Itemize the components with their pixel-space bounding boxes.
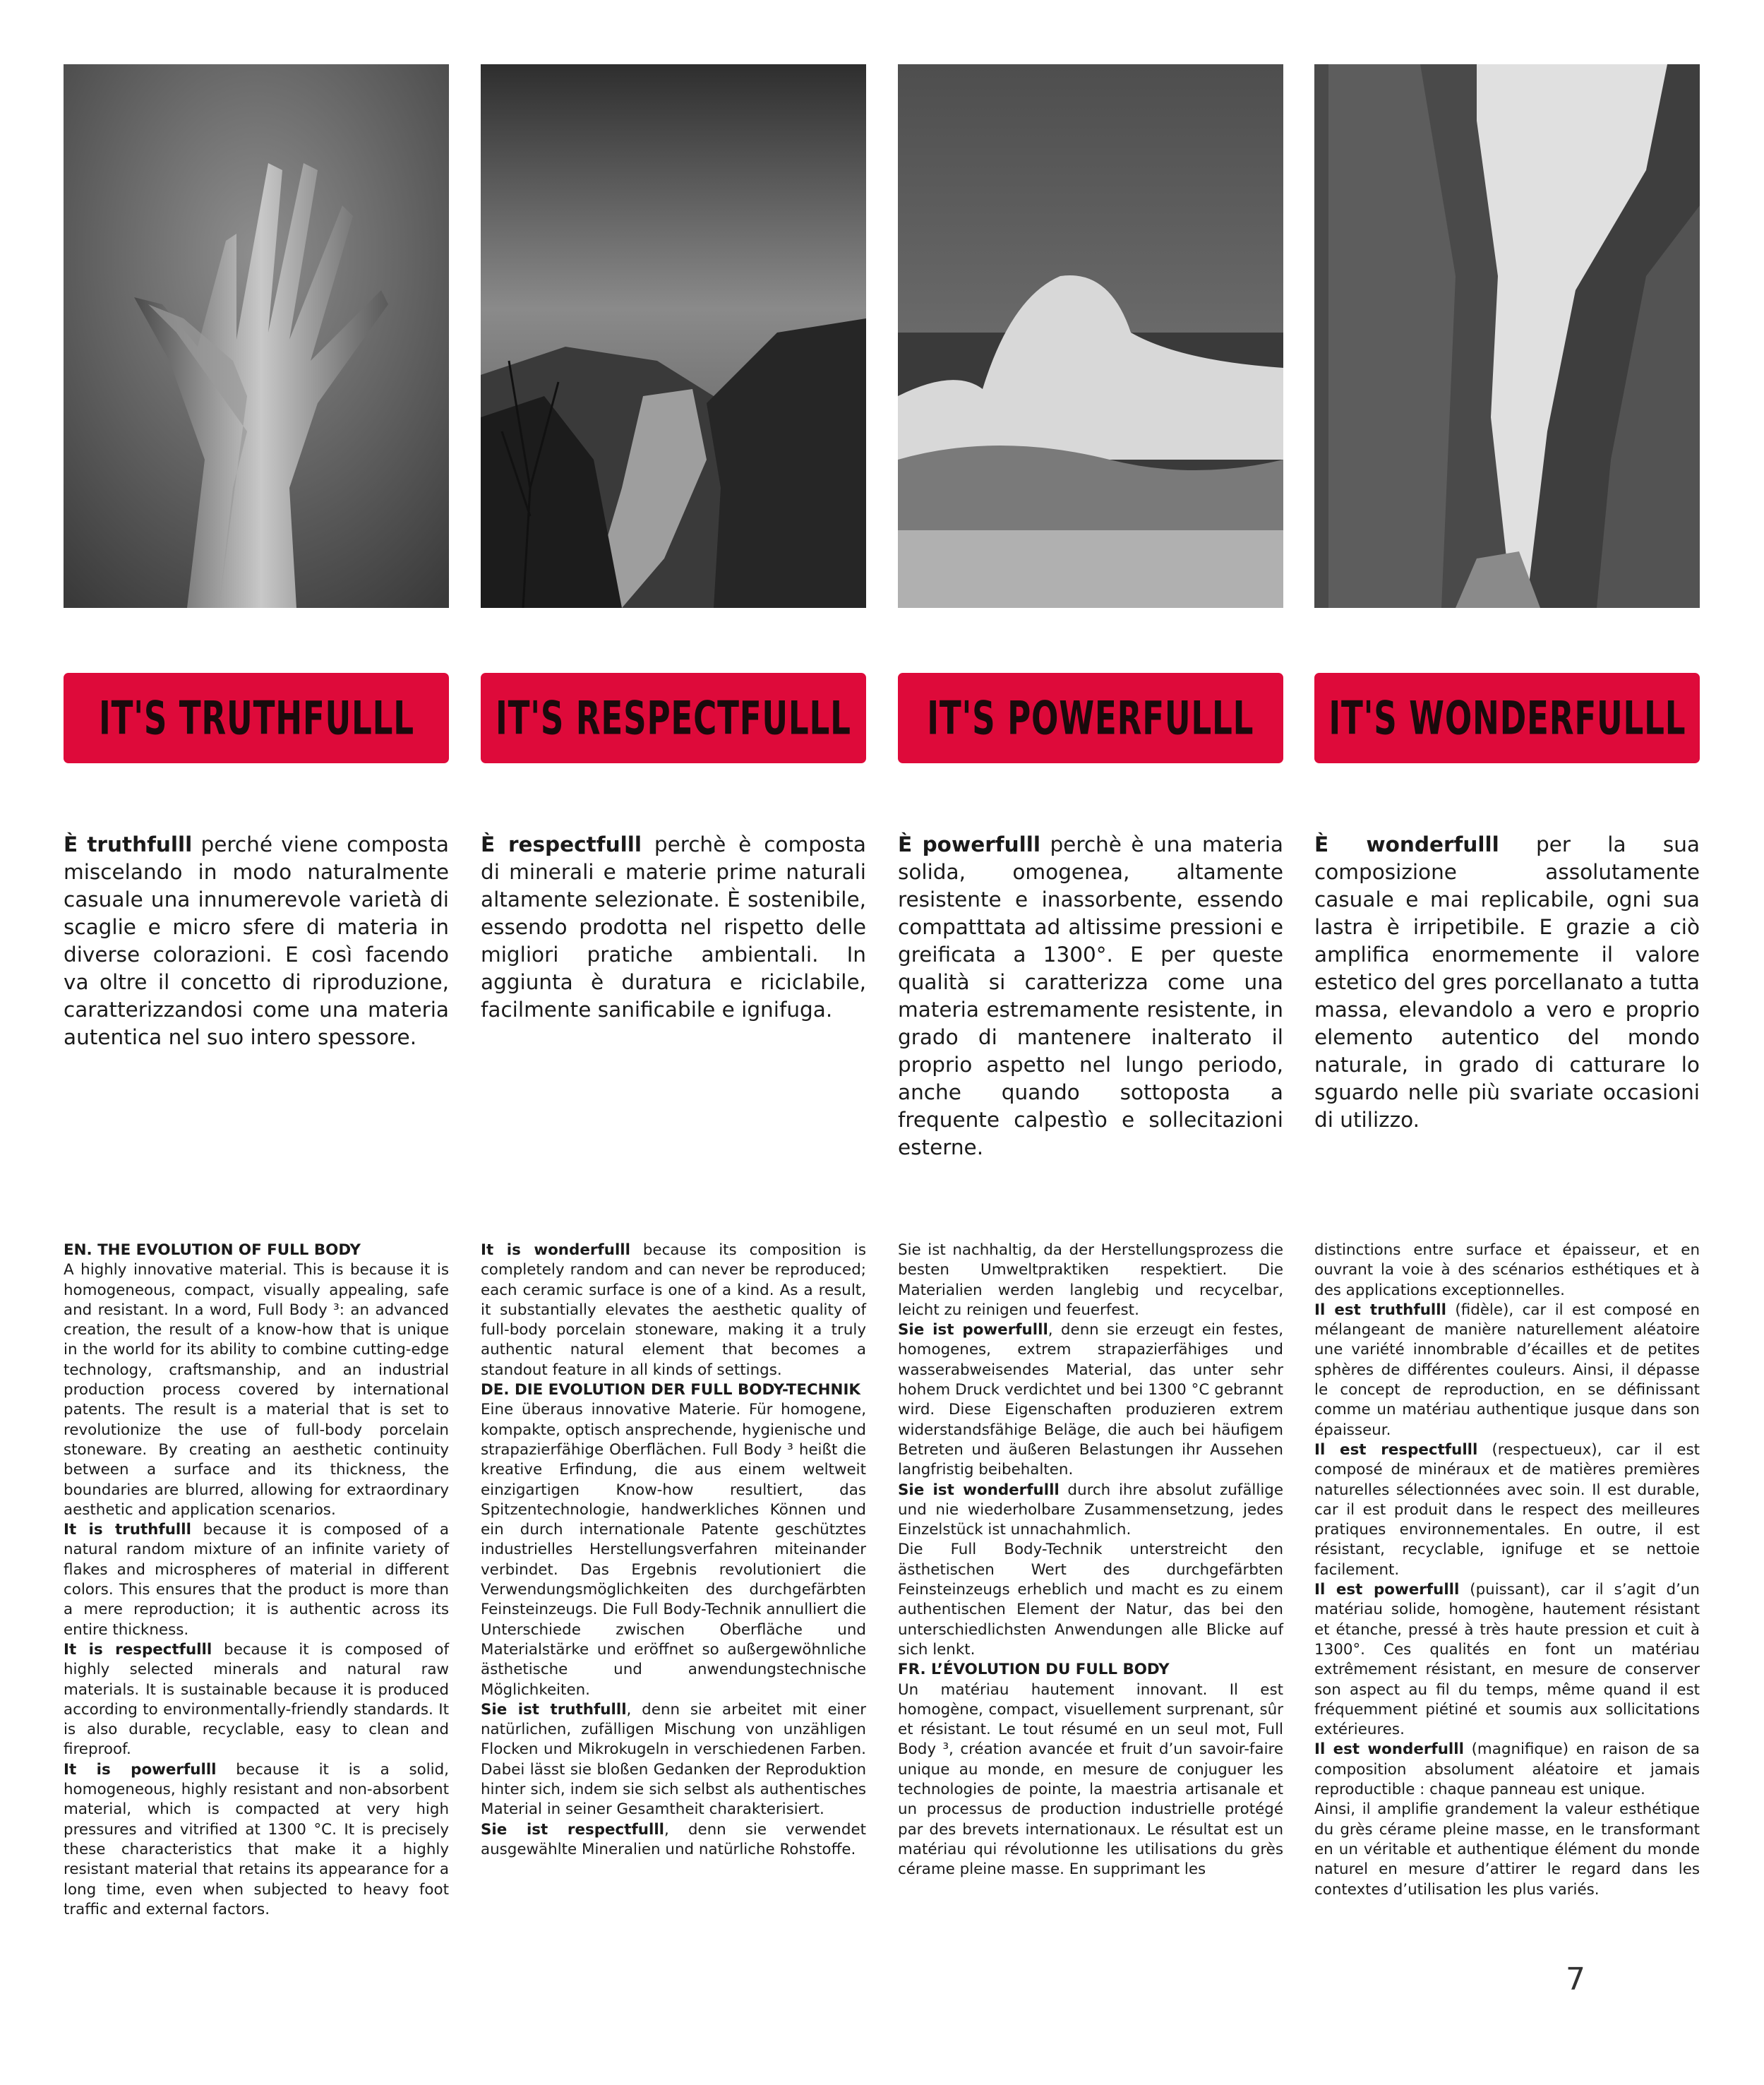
paragraph — [64, 1640, 449, 1760]
paragraph-text: , denn sie erzeugt ein festes, homogenes, extrem strapazierfähiges und wasserabweisendes Material, das unter sehr hohem Druck verdichtet und bei 1300 °C gebrannt wird. Diese Eigenschaften produzieren extrem widerstandsfähige Beläge, die auch bei häufigem Betreten und äußeren Belastungen ihr Aussehen langfristig beibehalten. — [898, 1321, 1283, 1479]
paragraph: Eine überaus innovative Materie. Für homogene, kompakte, optisch ansprechende, hygienische und strapazierfähige Oberflächen. Full Body ³ heißt die kreative Erfindung, die aus einem weltweit einzigartigen Know-how resultiert, das Spitzentechnologie, handwerkliches Können und ein durch internationale Patente geschütztes industrielles Herstellungsverfahren miteinander verbindet. Das Ergebnis revolutioniert die Verwendungsmöglichkeiten des durchgefärbten Feinsteinzeugs. Die Full Body-Technik annulliert die Unterschiede zwischen Oberfläche und Materialstärke und eröffnet so außergewöhnliche ästhetische und anwendungstechnische Möglichkeiten. — [481, 1401, 866, 1699]
page-number: 7 — [1566, 1961, 1585, 1997]
body-column-3 — [898, 1241, 1283, 1880]
paragraph-text: , denn sie verwendet ausgewählte Mineralien und natürliche Rohstoffe. — [481, 1820, 866, 1858]
paragraph-text: (puissant), car il s’agit d’un matériau solide, homogène, hautement résistant et étanche, pressé à très haute pression et cuit à 1300°. Ces qualités en font un matériau extrêmement résistant, en mesure de conserver son aspect au fil du temps, même quand il est fréquemment piétiné et soumis aux sollicitations extérieures. — [1314, 1581, 1700, 1739]
section-heading-fr: FR. L’ÉVOLUTION DU FULL BODY — [898, 1661, 1170, 1679]
paragraph-text: because it is composed of highly selected minerals and natural raw materials. It is sustainable because it is produced according to environmentally-friendly standards. It is also durable, recyclable, easy to clean and fireproof. — [64, 1640, 450, 1759]
paragraph — [64, 1760, 449, 1920]
body-column-1 — [64, 1241, 449, 1920]
paragraph-text: durch ihre absolut zufällige und nie wiederholbare Zusammensetzung, jedes Einzelstück ist unnachahmlich. — [898, 1481, 1284, 1539]
paragraph-text: , denn sie arbeitet mit einer natürlichen, zufälligen Mischung von unzähligen Flocken und Mikrokugeln in verschiedenen Farben. Dabei lässt sie bloßen Gedanken der Reproduktion hinter sich, indem sie sich selbst als authentisches Material in seiner Gesamtheit charakterisiert. — [481, 1700, 866, 1819]
paragraph — [1314, 1580, 1700, 1740]
intro-text: per la sua composizione assolutamente casuale e mai replicabile, ogni sua lastra è irripetibile. E grazie a ciò amplifica enormemente il valore estetico del gres porcellanato a tutta massa, elevandolo a vero e proprio elemento autentico del mondo naturale, in grado di catturare lo sguardo nelle più svariate occasioni di utilizzo. — [1314, 832, 1700, 1132]
paragraph — [64, 1520, 449, 1640]
photo-crashing-wave — [898, 64, 1283, 608]
intro-wonderfulll — [1314, 831, 1700, 1134]
paragraph: Die Full Body-Technik unterstreicht den ästhetischen Wert des durchgefärbten Feinsteinzeugs erheblich und macht es zu einem authentischen Element der Natur, das bei den unterschiedlichsten Anwendungen alle Blicke auf sich lenkt. — [898, 1541, 1283, 1659]
body-column-4 — [1314, 1241, 1700, 1900]
paragraph-lead: It is respectfulll — [64, 1640, 212, 1659]
paragraph-text: (respectueux), car il est composé de minéraux et de matières premières naturelles sélectionnées avec soin. Il est durable, car il est produit dans le respect des meilleures pratiques environnementales. En outre, il est résistant, recyclable, ignifuge et se nettoie facilement. — [1314, 1440, 1700, 1579]
intro-lead: È powerfulll — [898, 832, 1040, 856]
paragraph-lead: Il est respectfulll — [1314, 1440, 1478, 1459]
paragraph — [1314, 1301, 1700, 1440]
banner-truthfulll — [64, 673, 449, 763]
intro-respectfulll — [481, 831, 866, 1024]
paragraph: A highly innovative material. This is because it is homogeneous, compact, visually appealing, safe and resistant. In a word, Full Body ³: an advanced creation, the result of a know-how that is unique in the world for its ability to combine cutting-edge technology, craftsmanship, and an industrial production process covered by international patents. The result is a material that is set to revolutionize the use of full-body porcelain stoneware. By creating an aesthetic continuity between a surface and its thickness, the boundaries are blurred, allowing for extraordinary aesthetic and application scenarios. — [64, 1261, 449, 1519]
paragraph-lead: Sie ist truthfulll — [481, 1700, 627, 1719]
paragraph — [898, 1320, 1283, 1480]
paragraph — [481, 1241, 866, 1380]
banner-wonderfulll — [1314, 673, 1700, 763]
paragraph: distinctions entre surface et épaisseur, et en ouvrant la voie à des scénarios esthétiques et à des applications exceptionnelles. — [1314, 1241, 1700, 1299]
paragraph — [1314, 1440, 1700, 1580]
paragraph-lead: Il est truthfulll — [1314, 1301, 1446, 1319]
paragraph-lead: It is truthfulll — [64, 1521, 191, 1539]
banner-respectfulll — [481, 673, 866, 763]
paragraph-text: (magnifique) en raison de sa composition absolument aléatoire et jamais reproductible : chaque panneau est unique. — [1314, 1740, 1700, 1799]
paragraph-lead: It is wonderfulll — [481, 1241, 630, 1259]
paragraph-text: (fidèle), car il est composé en mélangeant de manière naturellement aléatoire une variété innombrable d’écailles et de petites sphères de différentes couleurs. Ainsi, il dépasse le concept de reproduction, en se définissant comme un matériau authentique jusque dans son épaisseur. — [1314, 1301, 1700, 1439]
photo-hands — [64, 64, 449, 608]
paragraph-text: because it is composed of a natural random mixture of an infinite variety of flakes and microspheres of material in different colors. This ensures that the product is more than a mere reproduction; it is authentic across its entire thickness. — [64, 1521, 449, 1639]
intro-text: perché viene composta miscelando in modo naturalmente casuale una innumerevole varietà di scaglie e micro sfere di materia in diverse colorazioni. E così facendo va oltre il concetto di riproduzione, caratterizzandosi come una materia autentica nel suo intero spessore. — [64, 832, 449, 1049]
photo-lake-landscape — [481, 64, 866, 608]
section-heading-en: EN. THE EVOLUTION OF FULL BODY — [64, 1241, 361, 1259]
paragraph: Sie ist nachhaltig, da der Herstellungsprozess die besten Umweltpraktiken respektiert. Die Materialien werden langlebig und recycelbar, leicht zu reinigen und feuerfest. — [898, 1241, 1283, 1319]
paragraph — [481, 1700, 866, 1820]
paragraph-lead: Sie ist respectfulll — [481, 1820, 664, 1839]
photo-rock-cliffs — [1314, 64, 1700, 608]
paragraph-lead: Il est powerfulll — [1314, 1581, 1460, 1599]
intro-text: perchè è composta di minerali e materie prime naturali altamente selezionate. È sostenibile, essendo prodotta nel rispetto delle migliori pratiche ambientali. In aggiunta è duratura e riciclabile, facilmente sanificabile e ignifuga. — [481, 832, 867, 1022]
paragraph-lead: Sie ist powerfulll — [898, 1321, 1048, 1339]
paragraph-lead: Il est wonderfulll — [1314, 1740, 1464, 1759]
banner-powerfulll — [898, 673, 1283, 763]
body-column-2 — [481, 1241, 866, 1860]
banner-label: IT'S POWERFULLL — [927, 691, 1254, 746]
paragraph: Un matériau hautement innovant. Il est homogène, compact, visuellement surprenant, sûr et résistant. Le tout résumé en un seul mot, Full Body ³, création avancée et fruit d’un savoir-faire unique au monde, en mesure de conjuguer les technologies de pointe, la maestria artisanale et un processus de production industrielle protégé par des brevets internationaux. Le résultat est un matériau qui révolutionne les utilisations du grès cérame pleine masse. En supprimant les — [898, 1680, 1283, 1879]
intro-text: perchè è una materia solida, omogenea, altamente resistente e inassorbente, essendo compatttata ad altissime pressioni e greificata a 1300°. E per queste qualità si caratterizza come una materia estremamente resistente, in grado di mantenere inalterato il proprio aspetto nel lungo periodo, anche quando sottoposta a frequente calpestìo e sollecitazioni esterne. — [898, 832, 1283, 1159]
paragraph-lead: Sie ist wonderfulll — [898, 1481, 1060, 1499]
intro-lead: È wonderfulll — [1314, 832, 1499, 856]
paragraph-text: because it is a solid, homogeneous, highly resistant and non-absorbent material, which is compacted at very high pressures and vitrified at 1300 °C. It is precisely these characteristics that make it a highly resistant material that retains its appearance for a long time, even when subjected to heavy foot traffic and external factors. — [64, 1760, 449, 1918]
paragraph: Ainsi, il amplifie grandement la valeur esthétique du grès cérame pleine masse, en le transformant en un véritable et authentique élément du monde naturel en mesure d’attirer le regard dans les contextes d’utilisation les plus variés. — [1314, 1800, 1700, 1899]
banner-label: IT'S WONDERFULLL — [1328, 691, 1686, 746]
banner-label: IT'S TRUTHFULLL — [98, 691, 414, 746]
paragraph — [898, 1481, 1283, 1541]
intro-truthfulll — [64, 831, 449, 1051]
intro-lead: È truthfulll — [64, 832, 193, 856]
intro-lead: È respectfulll — [481, 832, 642, 856]
section-heading-de: DE. DIE EVOLUTION DER FULL BODY-TECHNIK — [481, 1381, 860, 1399]
banner-label: IT'S RESPECTFULLL — [496, 691, 851, 746]
intro-powerfulll — [898, 831, 1283, 1161]
paragraph — [1314, 1740, 1700, 1800]
paragraph — [481, 1820, 866, 1860]
paragraph-text: because its composition is completely random and can never be reproduced; each ceramic surface is one of a kind. As a result, it substantially elevates the aesthetic quality of full-body porcelain stoneware, making it a truly authentic natural element that becomes a standout feature in all kinds of settings. — [481, 1241, 866, 1379]
paragraph-lead: It is powerfulll — [64, 1760, 217, 1779]
